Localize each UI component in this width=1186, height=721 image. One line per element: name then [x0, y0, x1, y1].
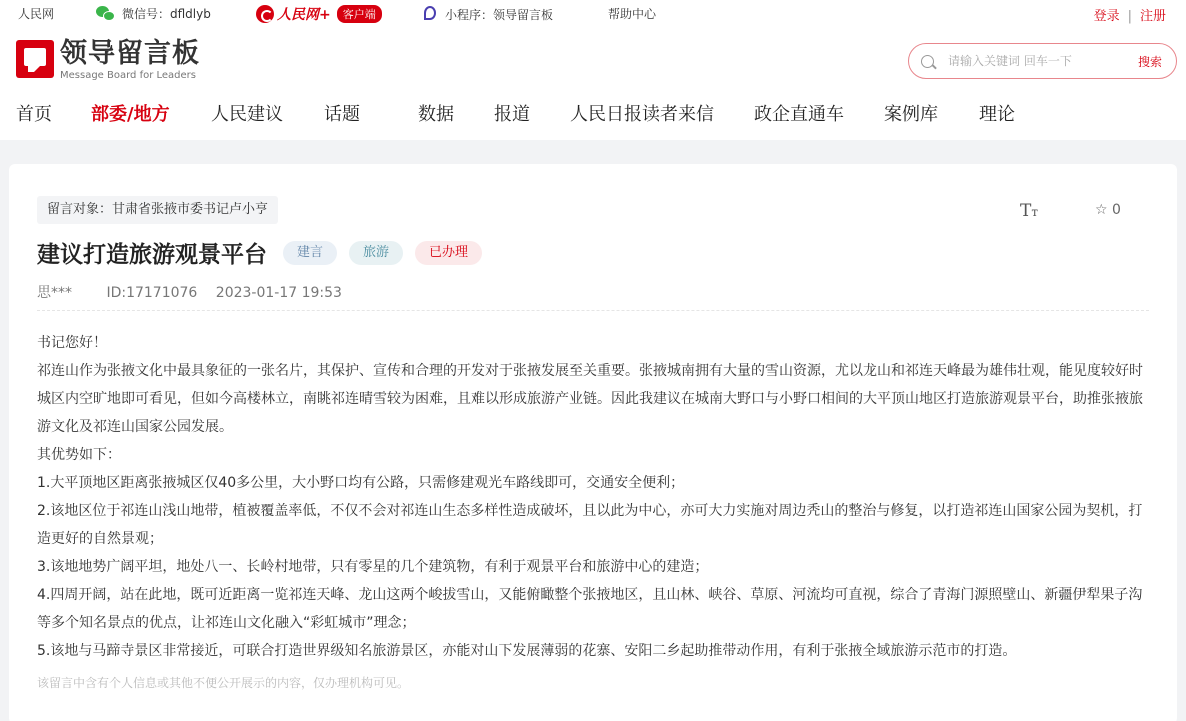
search-icon	[921, 55, 934, 68]
header	[0, 28, 1186, 140]
miniprogram-info[interactable]	[421, 5, 553, 23]
tag-tourism: 旅游	[349, 241, 403, 265]
content-paragraph: 2.该地区位于祁连山浅山地带，植被覆盖率低，不仅不会对祁连山生态多样性造成破坏，且以此为中心，亦可大力实施对周边秃山的整治与修复，以打造祁连山国家公园为契机，打造更好的自然景观；	[37, 503, 1143, 547]
wechat-label: 微信号：dfldlyb	[122, 7, 211, 21]
content-paragraph: 4.四周开阔，站在此地，既可近距离一览祁连天峰、龙山这两个峻拔雪山，又能俯瞰整个张掖地区，且山林、峡谷、草原、河流均可直视，综合了青海门源照壁山、新疆伊犁果子沟等多个知名景点的优点，让祁连山文化融入“彩虹城市”理念；	[37, 587, 1143, 631]
author-name: 思***	[37, 285, 72, 301]
message-card	[9, 164, 1177, 721]
content-paragraph: 1.大平顶地区距离张掖城区仅40多公里，大小野口均有公路，只需修建观光车路线即可，交通安全便利；	[37, 475, 685, 491]
main-nav	[16, 100, 1039, 126]
site-link[interactable]	[18, 5, 54, 22]
title-row	[37, 236, 482, 269]
font-size-icon[interactable]: Tт	[1020, 201, 1038, 221]
logo-subtitle: Message Board for Leaders	[60, 70, 197, 81]
search-button[interactable]: 搜索	[1137, 55, 1162, 69]
favorite-button[interactable]	[1095, 202, 1121, 218]
logo-title: 领导留言板	[60, 38, 200, 69]
privacy-notice: 该留言中含有个人信息或其他不便公开展示的内容，仅办理机构可见。	[37, 676, 410, 690]
message-datetime: 2023-01-17 19:53	[215, 285, 342, 301]
favorite-count: 0	[1112, 202, 1121, 218]
search-box	[908, 43, 1177, 79]
nav-data[interactable]: 数据	[418, 104, 454, 125]
nav-ministries-local[interactable]: 部委/地方	[91, 104, 170, 125]
content-paragraph: 其优势如下：	[37, 447, 121, 463]
status-badge: 已办理	[415, 241, 482, 265]
miniprogram-label: 小程序：领导留言板	[445, 7, 554, 22]
tag-suggestion: 建言	[283, 241, 337, 265]
search-input[interactable]	[948, 54, 1118, 68]
message-id: ID:17171076	[106, 285, 198, 301]
wechat-info[interactable]	[96, 5, 211, 22]
wechat-icon	[96, 6, 116, 22]
register-link[interactable]: 注册	[1139, 9, 1166, 24]
content-paragraph: 祁连山作为张掖文化中最具象征的一张名片，其保护、宣传和合理的开发对于张掖发展至关重要。张掖城南拥有大量的雪山资源，尤以龙山和祁连天峰最为雄伟壮观，能见度较好时城区内空旷地即可看见，但如今高楼林立，南眺祁连晴雪较为困难，且难以形成旅游产业链。因此我建议在城南大野口与小野口相间的大平顶山地区打造旅游观景平台，助推张掖旅游文化及祁连山国家公园发展。	[37, 363, 1143, 435]
logo-text	[60, 38, 200, 82]
nav-theory[interactable]: 理论	[979, 104, 1015, 125]
content-paragraph: 5.该地与马蹄寺景区非常接近，可联合打造世界级知名旅游景区，亦能对山下发展薄弱的花寨、安阳二乡起助推带动作用，有利于张掖全域旅游示范市的打造。	[37, 643, 1017, 659]
nav-reports[interactable]: 报道	[494, 104, 530, 125]
nav-case-library[interactable]: 案例库	[884, 104, 938, 125]
help-center-label: 帮助中心	[608, 7, 657, 21]
divider	[37, 310, 1149, 311]
content-paragraph: 3.该地地势广阔平坦，地处八一、长岭村地带，只有零星的几个建筑物，有利于观景平台和旅游中心的建造；	[37, 559, 709, 575]
rmw-logo-icon	[256, 5, 274, 23]
rmw-logo	[256, 4, 331, 24]
nav-topics[interactable]: 话题	[324, 104, 360, 125]
logo-icon	[16, 40, 54, 78]
message-meta	[37, 282, 356, 302]
nav-home[interactable]: 首页	[16, 104, 52, 125]
nav-people-suggestions[interactable]: 人民建议	[211, 104, 283, 125]
login-link[interactable]: 登录	[1093, 9, 1120, 24]
auth-links	[1094, 5, 1166, 24]
site-link-label: 人民网	[18, 7, 55, 21]
content-paragraph: 书记您好！	[37, 335, 107, 351]
client-badge: 客户端	[337, 5, 382, 23]
help-center-link[interactable]	[608, 5, 656, 22]
message-target: 留言对象：甘肃省张掖市委书记卢小亨	[37, 196, 278, 224]
message-content	[37, 329, 1151, 665]
miniprogram-icon	[421, 5, 439, 23]
star-icon: ☆	[1095, 202, 1108, 218]
top-bar	[0, 0, 1186, 28]
nav-readers-letters[interactable]: 人民日报读者来信	[570, 104, 714, 125]
nav-enterprise-express[interactable]: 政企直通车	[754, 104, 844, 125]
rmw-logo-text: 人民网+	[277, 7, 331, 23]
site-logo[interactable]	[16, 38, 200, 82]
rmw-client-link[interactable]	[256, 4, 382, 24]
message-title: 建议打造旅游观景平台	[37, 242, 267, 268]
auth-separator: |	[1127, 9, 1132, 24]
